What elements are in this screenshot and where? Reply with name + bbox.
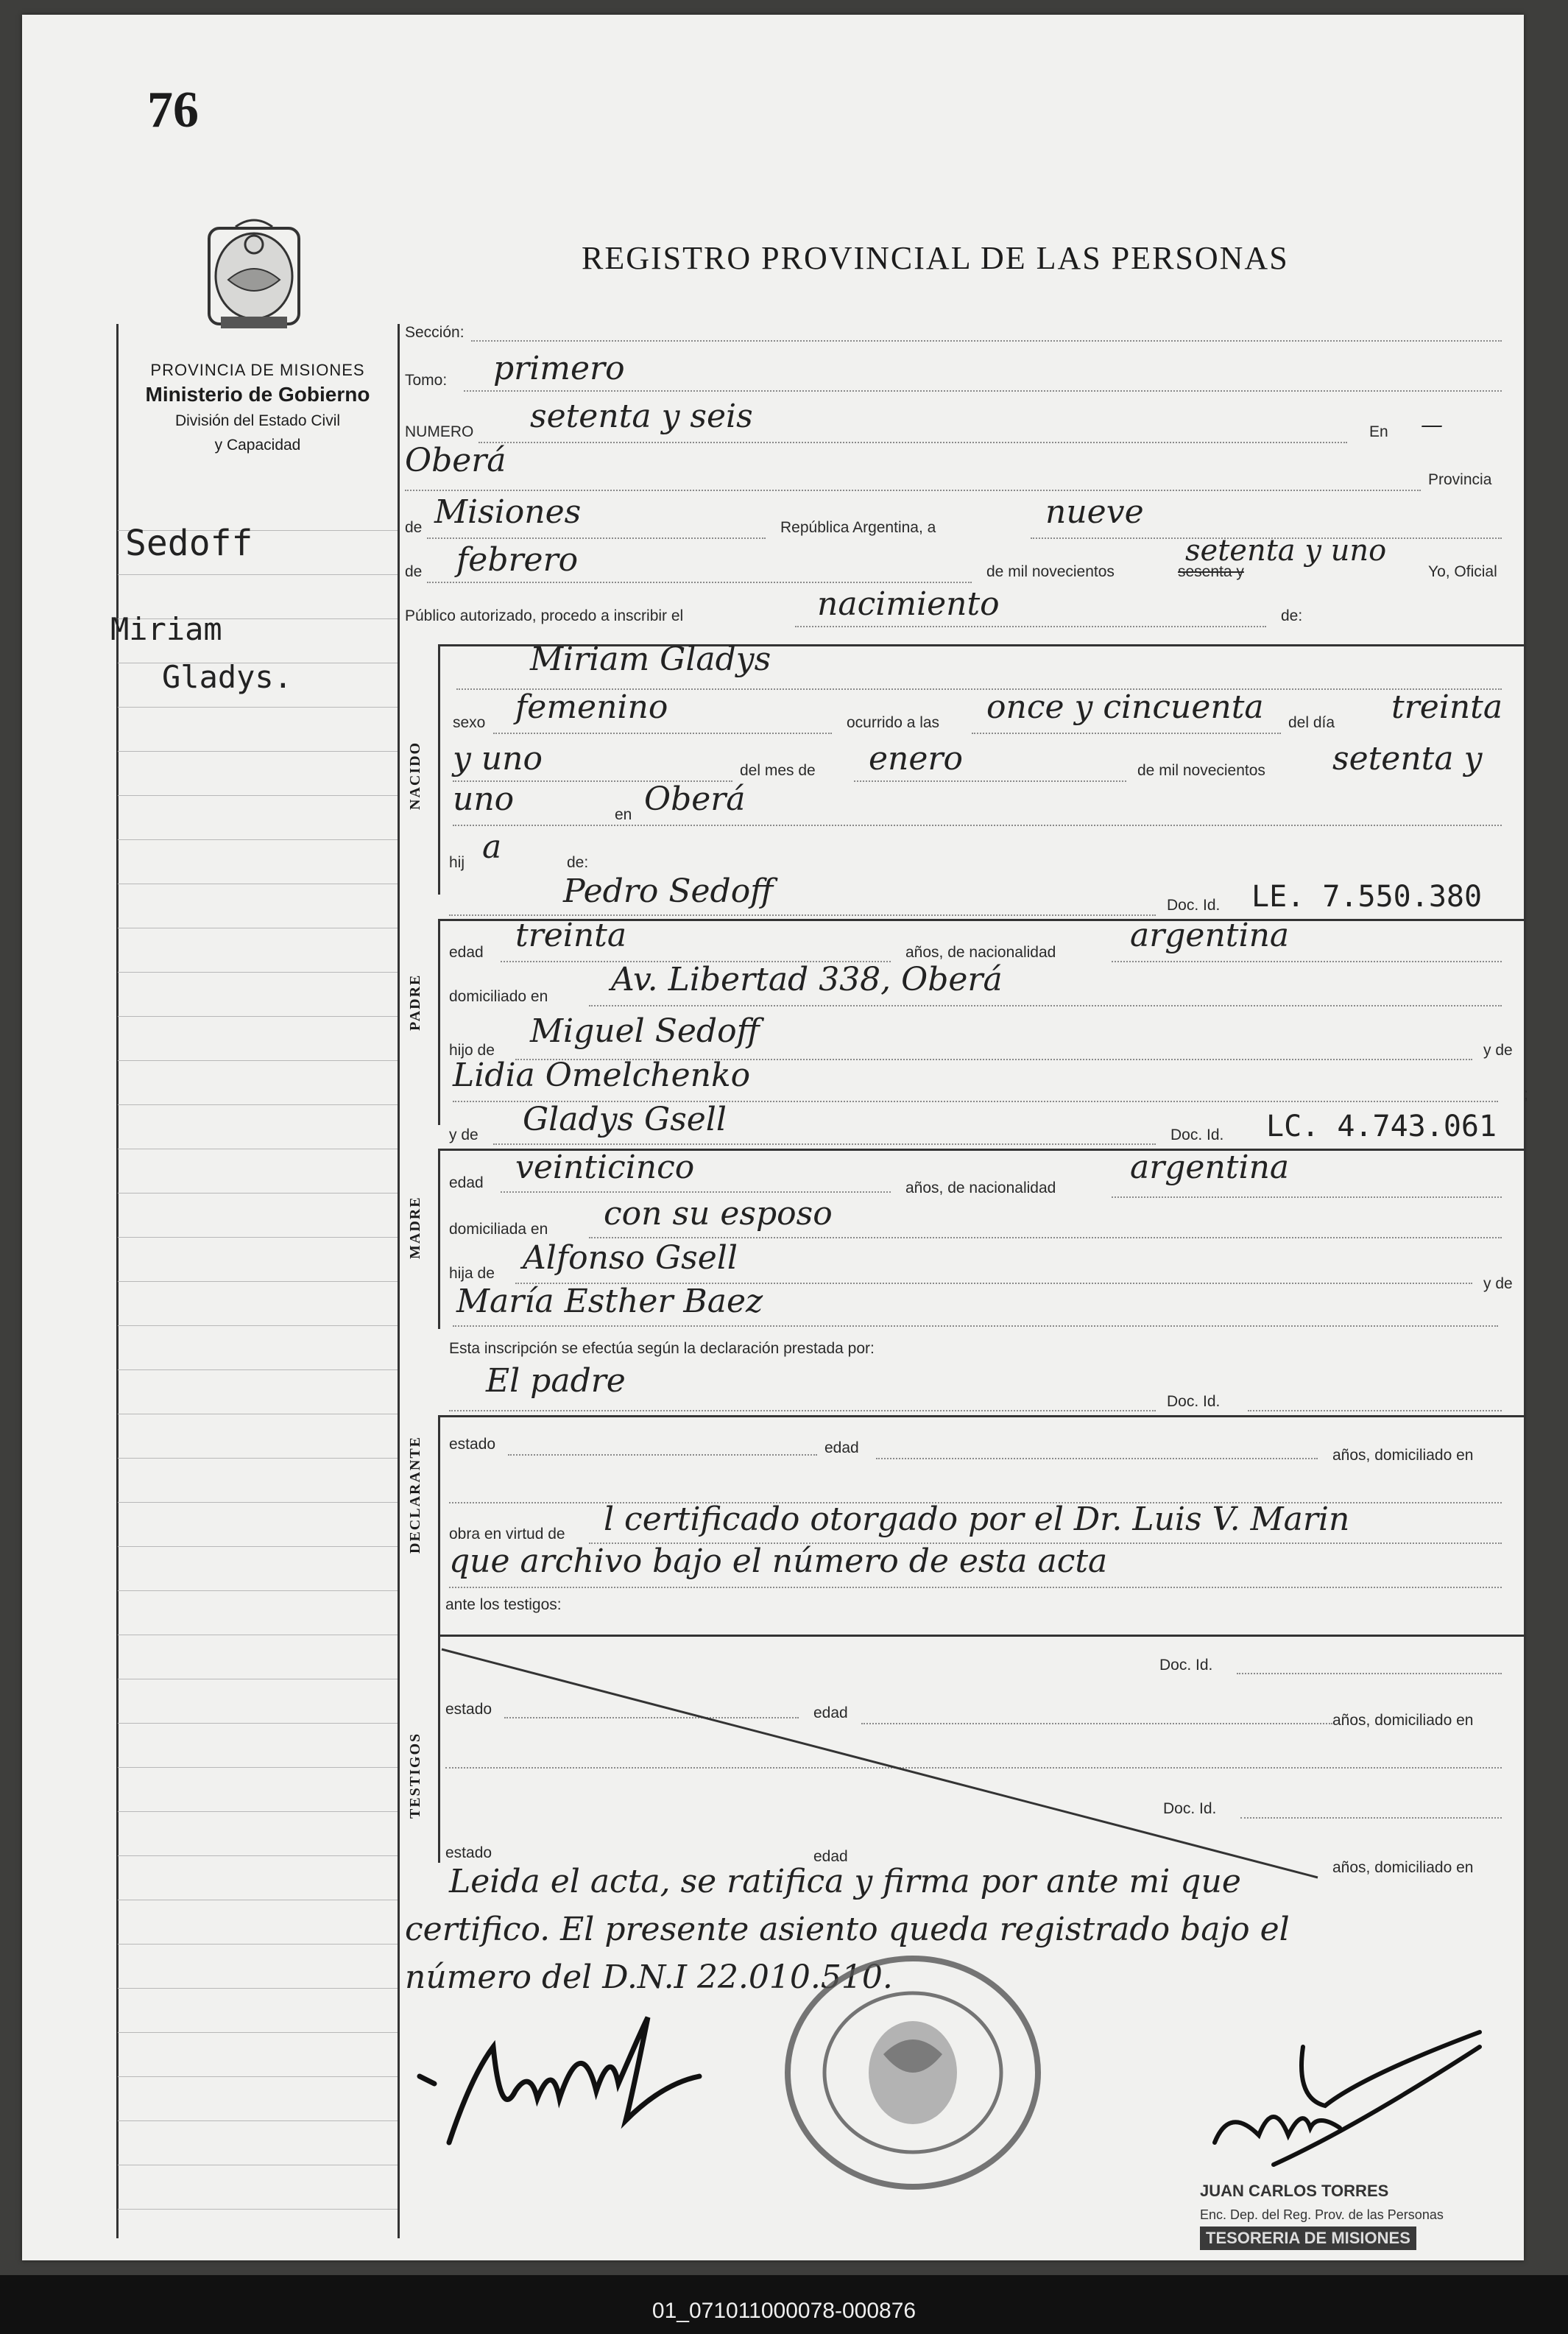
seccion-label: Sección: — [405, 324, 465, 341]
image-id-caption: 01_071011000078-000876 — [651, 2299, 917, 2323]
madre-y-de-label: y de — [449, 1127, 478, 1143]
declarante-dom-label: años, domiciliado en — [1332, 1447, 1474, 1464]
publico-label: Público autorizado, procedo a inscribir el — [405, 607, 684, 624]
madre-y-de-label-2: y de — [1483, 1275, 1513, 1292]
de-label-2: de — [405, 563, 423, 580]
cancel-diagonal-line — [442, 1649, 1325, 1885]
del-dia-label: del día — [1288, 714, 1335, 731]
declarante-bracket — [438, 1415, 440, 1636]
testigo1-dom-label: años, domiciliado en — [1332, 1712, 1474, 1729]
dia-value: nueve — [1045, 493, 1144, 531]
declarante-estado-line — [508, 1454, 817, 1456]
acto-value: nacimiento — [817, 585, 1000, 623]
madre-nombre-line — [493, 1143, 1156, 1145]
padre-doc-label: Doc. Id. — [1167, 897, 1221, 914]
padre-edad-value: treinta — [515, 917, 627, 954]
mes-line — [427, 582, 972, 583]
republica-label: República Argentina, a — [780, 519, 936, 536]
testigo2-doc-label: Doc. Id. — [1163, 1800, 1217, 1817]
madre-doc-value: LC. 4.743.061 — [1266, 1110, 1497, 1143]
padre-bracket — [438, 919, 440, 1125]
signature-declarant-icon — [405, 2003, 714, 2165]
padre-hijo-value-1: Miguel Sedoff — [530, 1012, 760, 1050]
officer-stamp — [1200, 2179, 1444, 2250]
officer-dept: TESORERIA DE MISIONES — [1200, 2227, 1416, 2250]
en-label-2: en — [615, 806, 632, 823]
declarante-edad-line — [876, 1458, 1318, 1459]
hij-label: hij — [449, 854, 465, 871]
de-label: de — [405, 519, 423, 536]
testigos-top-rule — [438, 1635, 1524, 1637]
issuer-block — [118, 361, 398, 455]
declarante-doc-line — [1248, 1410, 1502, 1411]
obra-label: obra en virtud de — [449, 1526, 565, 1543]
mes-nac-value: enero — [869, 740, 963, 778]
madre-edad-value: veinticinco — [515, 1149, 695, 1186]
struck-sesenta: sesenta y — [1178, 563, 1244, 580]
register-page — [22, 15, 1528, 2260]
padre-dom-label: domiciliado en — [449, 988, 548, 1005]
testigo2-estado-label: estado — [445, 1844, 492, 1861]
numero-value: setenta y seis — [530, 398, 753, 435]
yo-oficial-label: Yo, Oficial — [1428, 563, 1497, 580]
madre-nac-line — [1112, 1196, 1502, 1198]
numero-line — [478, 442, 1347, 443]
anio-value: setenta y uno — [1185, 534, 1387, 568]
padre-nac-line — [1112, 961, 1502, 962]
padre-hijo-label: hijo de — [449, 1042, 495, 1059]
testigo1-edad-label: edad — [813, 1704, 848, 1721]
padre-edad-label: edad — [449, 944, 484, 961]
testigo2-dom-label: años, domiciliado en — [1332, 1859, 1474, 1876]
nombre-value: Miriam Gladys — [530, 641, 771, 678]
madre-hija-label: hija de — [449, 1265, 495, 1282]
province-name: PROVINCIA DE MISIONES — [150, 361, 365, 379]
mes-value: febrero — [456, 541, 579, 579]
en-label: En — [1369, 423, 1388, 440]
madre-nombre-value: Gladys Gsell — [523, 1101, 727, 1138]
form-border-right — [1524, 324, 1526, 1929]
margin-border-right — [398, 324, 400, 2238]
declarante-edad-label: edad — [824, 1439, 859, 1456]
madre-dom-value: con su esposo — [604, 1195, 833, 1233]
de-mil-label: de mil novecientos — [986, 563, 1115, 580]
folio-number: 76 — [147, 82, 199, 138]
officer-role: Enc. Dep. del Reg. Prov. de las Personas — [1200, 2207, 1444, 2222]
tomo-line — [464, 390, 1502, 392]
numero-label: NUMERO — [405, 423, 474, 440]
sexo-value: femenino — [515, 688, 668, 726]
obra-value-2: que archivo bajo el número de esta acta — [449, 1543, 1108, 1580]
division-name: División del Estado Civil — [174, 412, 341, 429]
madre-nac-label: años, de nacionalidad — [905, 1180, 1056, 1196]
padre-nac-value: argentina — [1130, 917, 1290, 954]
dia-nac-value: treinta — [1391, 688, 1503, 726]
de-mil-label-2: de mil novecientos — [1137, 762, 1265, 779]
padre-doc-value: LE. 7.550.380 — [1251, 880, 1483, 914]
acto-line — [795, 626, 1266, 627]
madre-dom-line — [589, 1237, 1502, 1238]
provincia-value: Misiones — [434, 493, 582, 531]
sexo-label: sexo — [453, 714, 486, 731]
ante-label: ante los testigos: — [445, 1596, 562, 1613]
section-nacido: NACIDO — [407, 741, 423, 810]
declarante-value: El padre — [486, 1362, 626, 1400]
padre-hijo-value-2: Lidia Omelchenko — [453, 1057, 751, 1094]
testigo1-doc-label: Doc. Id. — [1159, 1657, 1213, 1674]
hij-suffix-value: a — [482, 828, 502, 866]
tomo-label: Tomo: — [405, 372, 448, 389]
coat-of-arms-icon — [199, 214, 309, 339]
provincia-line — [427, 537, 766, 539]
testigos-bracket — [438, 1635, 440, 1863]
lugar-nac-value: Oberá — [644, 780, 746, 818]
declarante-top-rule — [438, 1415, 1524, 1417]
padre-semicolon: ; — [1524, 1086, 1528, 1103]
obra2-line — [449, 1587, 1502, 1588]
tomo-value: primero — [493, 350, 625, 387]
inscripcion-label: Esta inscripción se efectúa según la declaración prestada por: — [449, 1340, 875, 1357]
declarante-doc-label: Doc. Id. — [1167, 1393, 1221, 1410]
margin-given-name-1: Miriam — [110, 611, 222, 647]
sexo-line — [493, 733, 832, 734]
signature-officer-icon — [1170, 2017, 1502, 2187]
hora-line — [972, 733, 1281, 734]
provincia-label: Provincia — [1428, 471, 1492, 488]
division-name-2: y Capacidad — [214, 437, 301, 454]
anio-nac-value-2: uno — [453, 780, 515, 818]
margin-surname: Sedoff — [125, 523, 253, 564]
dia-nac-value-2: y uno — [453, 740, 543, 778]
padre-dom-line — [589, 1005, 1502, 1006]
section-padre: PADRE — [407, 973, 423, 1031]
testigo1-estado-label: estado — [445, 1701, 492, 1718]
en-value: — — [1421, 412, 1443, 438]
de-colon-label: de: — [1281, 607, 1303, 624]
mes-nac-line — [854, 780, 1126, 782]
localidad-line — [405, 490, 1421, 491]
official-seal-icon — [780, 1951, 1045, 2194]
page-title: REGISTRO PROVINCIAL DE LAS PERSONAS — [582, 240, 1289, 276]
seccion-line — [471, 340, 1502, 342]
section-madre: MADRE — [407, 1196, 423, 1259]
del-mes-label: del mes de — [740, 762, 816, 779]
madre-edad-line — [501, 1191, 891, 1193]
madre-dom-label: domiciliada en — [449, 1221, 548, 1238]
declarante-estado-label: estado — [449, 1436, 496, 1453]
padre-nombre-value: Pedro Sedoff — [563, 872, 774, 910]
madre-bracket — [438, 1149, 440, 1329]
officer-name: JUAN CARLOS TORRES — [1200, 2182, 1389, 2200]
padre-dom-value: Av. Libertad 338, Oberá — [611, 961, 1003, 998]
madre-doc-label: Doc. Id. — [1170, 1127, 1224, 1143]
padre-nac-label: años, de nacionalidad — [905, 944, 1056, 961]
declarante-line — [449, 1410, 1156, 1411]
madre-nac-value: argentina — [1130, 1149, 1290, 1186]
madre-hija-value-1: Alfonso Gsell — [523, 1239, 738, 1277]
padre-y-de-label: y de — [1483, 1042, 1513, 1059]
section-testigos: TESTIGOS — [407, 1732, 423, 1819]
anio-nac-value: setenta y — [1332, 740, 1483, 778]
localidad-value: Oberá — [405, 442, 506, 479]
de-label-3: de: — [567, 854, 589, 871]
cierre-line-2: certifico. El presente asiento queda registrado bajo el — [405, 1911, 1290, 1948]
margin-given-name-2: Gladys. — [162, 659, 293, 695]
madre-hija2-line — [453, 1325, 1498, 1327]
section-declarante: DECLARANTE — [407, 1435, 423, 1554]
cierre-line-1: Leida el acta, se ratifica y firma por ante mi que — [449, 1863, 1241, 1900]
hora-value: once y cincuenta — [986, 688, 1264, 726]
nacido-bracket — [438, 644, 440, 895]
ocurrido-label: ocurrido a las — [847, 714, 940, 731]
padre-nombre-line — [449, 914, 1156, 916]
madre-edad-label: edad — [449, 1174, 484, 1191]
obra-value-1: l certificado otorgado por el Dr. Luis V. Marin — [604, 1501, 1350, 1538]
testigo2-edad-label: edad — [813, 1848, 848, 1865]
cierre-line-3: número del D.N.I 22.010.510. — [405, 1958, 893, 1996]
madre-hija-value-2: María Esther Baez — [456, 1283, 763, 1320]
lugar-nac-line — [453, 825, 1502, 826]
ministry-name: Ministerio de Gobierno — [145, 383, 370, 406]
